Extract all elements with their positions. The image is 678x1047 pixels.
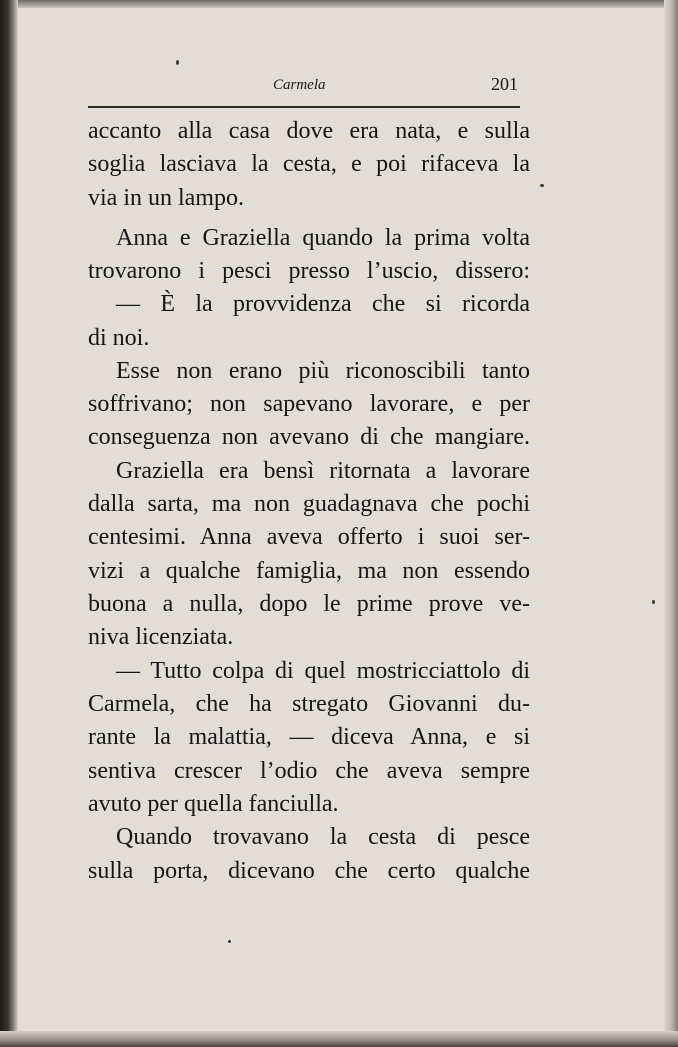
text-line: avuto per quella fanciulla. (88, 791, 339, 817)
text-line: sentiva crescer l’odio che aveva sempre (88, 758, 530, 784)
ink-speck (540, 184, 544, 187)
text-line: centesimi. Anna aveva offerto i suoi ser- (88, 524, 530, 550)
running-head-title: Carmela (273, 77, 326, 93)
page-bottom-edge (0, 1031, 678, 1047)
ink-speck (176, 60, 179, 65)
running-head (88, 74, 528, 98)
text-line: via in un lampo. (88, 185, 244, 211)
ink-speck (228, 940, 231, 943)
page-right-edge (664, 0, 678, 1047)
text-line: Graziella era bensì ritornata a lavorare (116, 458, 530, 484)
page-top-edge (0, 0, 678, 8)
text-line: Esse non erano più riconoscibili tanto (116, 358, 530, 384)
text-line: sulla porta, dicevano che certo qualche (88, 858, 530, 884)
text-line: conseguenza non avevano di che mangiare. (88, 424, 530, 450)
text-line: — Tutto colpa di quel mostricciattolo di (116, 658, 530, 684)
ink-speck (652, 600, 655, 604)
text-line: accanto alla casa dove era nata, e sulla (88, 118, 530, 144)
text-line: di noi. (88, 325, 150, 351)
text-line: rante la malattia, — diceva Anna, e si (88, 724, 530, 750)
text-line: soffrivano; non sapevano lavorare, e per (88, 391, 530, 417)
header-rule (88, 106, 520, 108)
text-line: soglia lasciava la cesta, e poi rifaceva la (88, 151, 530, 177)
text-line: vizi a qualche famiglia, ma non essendo (88, 558, 530, 584)
text-line: niva licenziata. (88, 624, 234, 650)
text-line: dalla sarta, ma non guadagnava che pochi (88, 491, 530, 517)
text-line: buona a nulla, dopo le prime prove ve- (88, 591, 530, 617)
book-spine-shadow (0, 0, 18, 1047)
text-line: trovarono i pesci presso l’uscio, dissero: (88, 258, 530, 284)
text-line: Quando trovavano la cesta di pesce (116, 824, 530, 850)
text-line: Carmela, che ha stregato Giovanni du- (88, 691, 530, 717)
page-number: 201 (491, 74, 518, 94)
text-line: — È la provvidenza che si ricorda (116, 291, 530, 317)
text-line: Anna e Graziella quando la prima volta (116, 225, 530, 251)
